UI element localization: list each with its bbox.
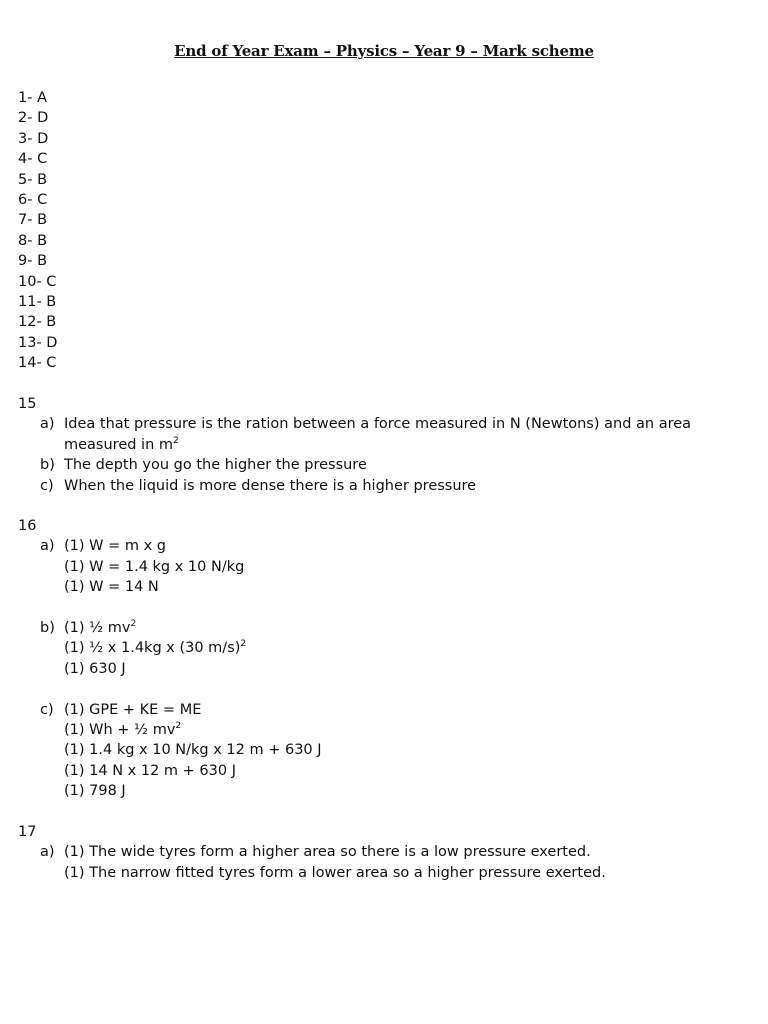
working-line: (1) ½ $mv^2$ — [64, 619, 137, 636]
answer-14: 14- C — [18, 355, 57, 372]
question-15-part-c — [18, 476, 744, 496]
working-line: (1) The wide tyres form a higher area so there is a low pressure exerted. — [64, 844, 591, 861]
part-label: c) — [40, 477, 54, 494]
working-line: (1) 1.4 kg x 10 N/kg x 12 m + 630 J — [64, 742, 322, 759]
answer-1: 1- A — [18, 90, 47, 106]
question-16-part-c — [18, 700, 744, 802]
part-label: a) — [40, 538, 55, 555]
answer-10: 10- C — [18, 273, 57, 290]
working-line: (1) 630 J — [64, 660, 126, 677]
question-16 — [18, 516, 744, 801]
part-label: b) — [40, 457, 55, 474]
question-17-part-a — [18, 842, 744, 883]
question-15 — [18, 394, 744, 496]
answer-12: 12- B — [18, 314, 57, 331]
part-label: a) — [40, 844, 55, 861]
answer-11: 11- B — [18, 293, 57, 310]
working-line: (1) 14 N x 12 m + 630 J — [64, 762, 236, 779]
part-label: a) — [40, 416, 55, 433]
part-label: b) — [40, 619, 55, 636]
working-line: (1) W = 14 N — [64, 579, 159, 596]
answer-8: 8- B — [18, 232, 48, 249]
answer-5: 5- B — [18, 171, 48, 188]
working-line: (1) The narrow fitted tyres form a lower area so a higher pressure exerted. — [64, 864, 606, 881]
question-16-number: 16 — [18, 518, 37, 534]
part-text: When the liquid is more dense there is a higher pressure — [64, 477, 477, 494]
question-15-part-b — [18, 455, 744, 475]
answer-2: 2- D — [18, 110, 49, 127]
working-line: (1) Wh + ½ $mv^2$ — [64, 721, 182, 738]
multiple-choice-answers — [18, 88, 57, 373]
working-line: (1) ½ x 1.4kg x (30 m/s)$^2$ — [64, 639, 247, 657]
working-line: (1) 798 J — [64, 783, 126, 800]
answer-7: 7- B — [18, 212, 48, 229]
part-text: The depth you go the higher the pressure — [64, 457, 367, 474]
question-16-part-b — [18, 618, 744, 679]
question-15-part-a — [18, 414, 744, 455]
question-17 — [18, 822, 744, 883]
question-17-number: 17 — [18, 824, 37, 840]
answer-13: 13- D — [18, 334, 58, 351]
answer-6: 6- C — [18, 191, 48, 208]
part-label: c) — [40, 701, 54, 718]
working-line: (1) W = 1.4 kg x 10 N/kg — [64, 558, 245, 575]
page-title: End of Year Exam – Physics – Year 9 – Mark scheme — [174, 42, 594, 60]
working-line: (1) W = m x g — [64, 538, 166, 555]
question-16-part-a — [18, 536, 744, 597]
answer-9: 9- B — [18, 253, 48, 270]
answer-3: 3- D — [18, 130, 49, 147]
working-line: (1) GPE + KE = ME — [64, 701, 202, 718]
part-text: Idea that pressure is the ration between a force measured in N (Newtons) and an area — [64, 416, 692, 433]
question-15-number: 15 — [18, 396, 37, 412]
part-text-continued: measured in $m^2$ — [64, 435, 179, 453]
answer-4: 4- C — [18, 151, 48, 168]
